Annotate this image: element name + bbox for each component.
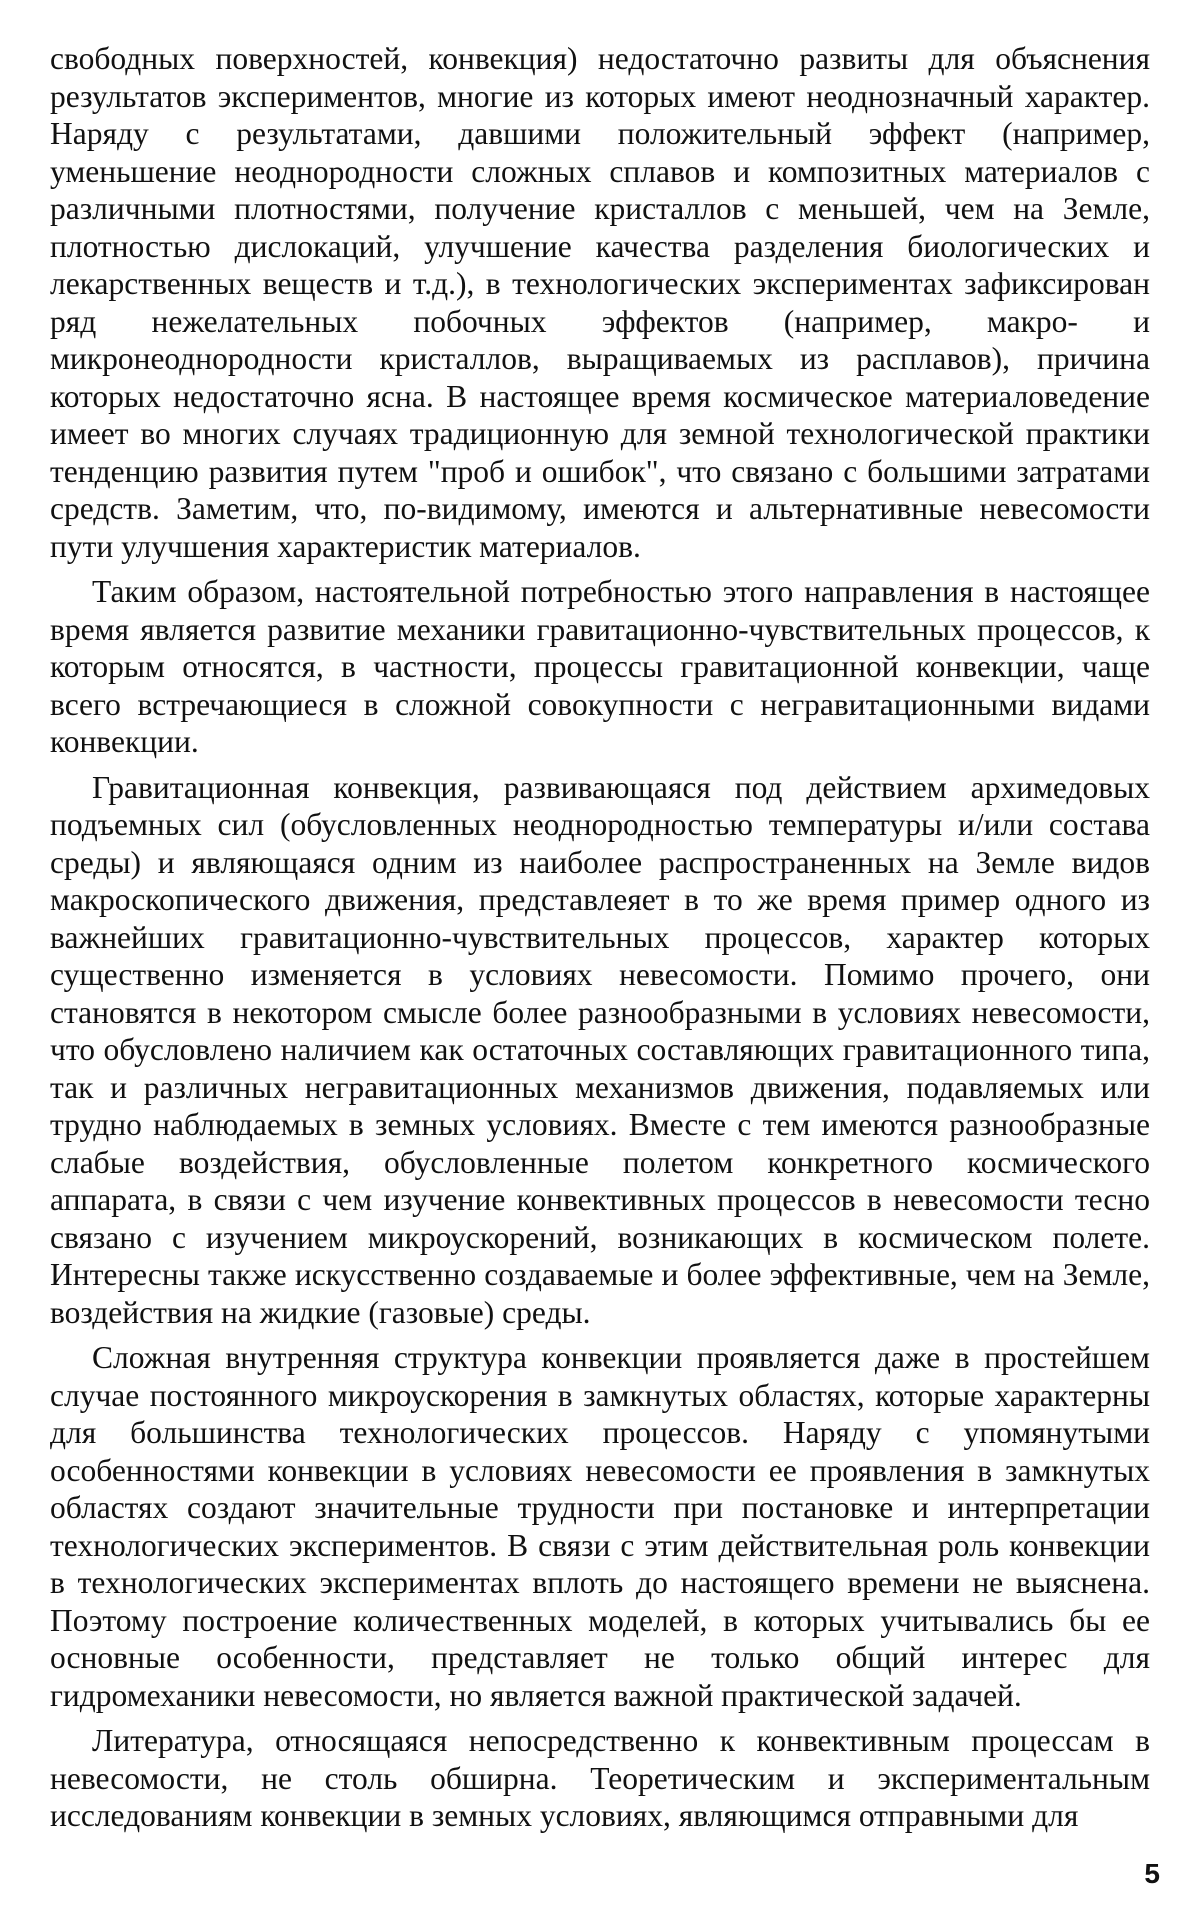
paragraph-1: свободных поверхностей, конвекция) недостаточно развиты для объяснения результатов экспериментов, многие из которых имеют неоднозначный характер. Наряду с результатами, давшими положительный эффект (например, уменьшение неоднородности сложных сплавов и композитных материалов с различными плотностями, получение кристаллов с меньшей, чем на Земле, плотностью дислокаций, улучшение качества разделения биологических и лекарственных веществ и т.д.), в технологических экспериментах зафиксирован ряд нежелательных побочных эффектов (например, макро- и микронеоднородности кристаллов, выращиваемых из расплавов), причина которых недостаточно ясна. В настоящее время космическое материаловедение имеет во многих случаях традиционную для земной технологической практики тенденцию развития путем "проб и ошибок", что связано с большими затратами средств. Заметим, что, по-видимому, имеются и альтернативные невесомости пути улучшения характеристик материалов. <box>50 41 1150 564</box>
page-number: 5 <box>1144 1858 1160 1889</box>
paragraph-5: Литература, относящаяся непосредственно к конвективным процессам в невесомости, не столь обширна. Теоретическим и экспериментальным исследованиям конвекции в земных условиях, являющимся отправными для <box>50 1723 1150 1833</box>
paragraph-3: Гравитационная конвекция, развивающаяся под действием архимедовых подъемных сил (обусловленных неоднородностью температуры и/или состава среды) и являющаяся одним из наиболее распространенных на Земле видов макроскопического движения, представлеяет в то же время пример одного из важнейших гравитационно-чувствительных процессов, характер которых существенно изменяется в условиях невесомости. Помимо прочего, они становятся в некотором смысле более разнообразными в условиях невесомости, что обусловлено наличием как остаточных составляющих гравитационного типа, так и различных негравитационных механизмов движения, подавляемых или трудно наблюдаемых в земных условиях. Вместе с тем имеются разнообразные слабые воздействия, обусловленные полетом конкретного космического аппарата, в связи с чем изучение конвективных процессов в невесомости тесно связано с изучением микроускорений, возникающих в космическом полете. Интересны также искусственно создаваемые и более эффективные, чем на Земле, воздействия на жидкие (газовые) среды. <box>50 769 1150 1330</box>
paragraph-4: Сложная внутренняя структура конвекции проявляется даже в простейшем случае постоянного микроускорения в замкнутых областях, которые характерны для большинства технологических процессов. Наряду с упомянутыми особенностями конвекции в условиях невесомости ее проявления в замкнутых областях создают значительные трудности при постановке и интерпретации технологических экспериментов. В связи с этим действительная роль конвекции в технологических экспериментах вплоть до настоящего времени не выяснена. Поэтому построение количественных моделей, в которых учитывались бы ее основные особенности, представляет не только общий интерес для гидромеханики невесомости, но является важной практической задачей. <box>50 1340 1150 1713</box>
paragraph-2: Таким образом, настоятельной потребностью этого направления в настоящее время является развитие механики гравитационно-чувствительных процессов, к которым относятся, в частности, процессы гравитационной конвекции, чаще всего встречающиеся в сложной совокупности с негравитационными видами конвекции. <box>50 574 1150 759</box>
document-page <box>50 40 1150 1900</box>
